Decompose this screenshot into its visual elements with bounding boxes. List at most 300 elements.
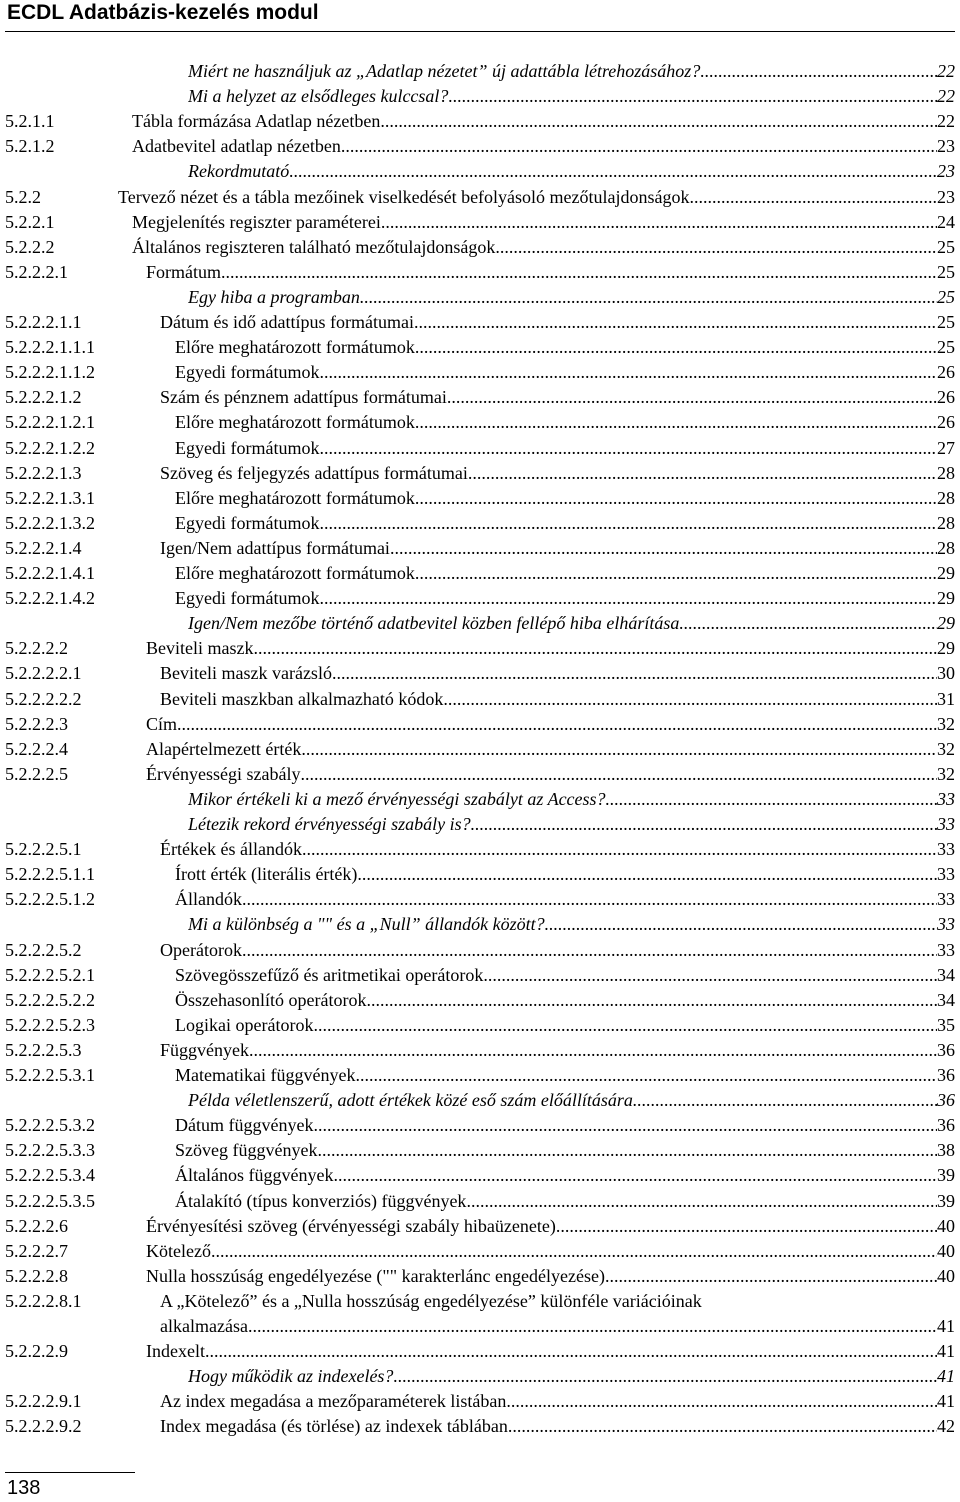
- toc-number: 5.2.2.2.5.3.5: [5, 1190, 95, 1211]
- toc-entry-line: [160, 687, 955, 711]
- toc-entry-5-2-2-2-2[interactable]: [0, 636, 955, 660]
- toc-dot-leader: [211, 1239, 937, 1263]
- toc-number: 5.2.2.2.1.4.1: [5, 563, 95, 583]
- toc-dot-leader: [380, 109, 937, 133]
- toc-page-number: 38: [937, 1140, 955, 1161]
- toc-title: A „Kötelező” és a „Nulla hosszúság engedélyezése” különféle variációinak: [160, 1290, 702, 1311]
- toc-page-number: 36: [937, 1065, 955, 1085]
- toc-entry-5-2-2-1[interactable]: [0, 210, 955, 234]
- toc-title: Index megadása (és törlése) az indexek táblában: [160, 1416, 508, 1437]
- toc-title: Tábla formázása Adatlap nézetben: [132, 111, 381, 132]
- toc-entry-line: [175, 963, 955, 987]
- toc-dot-leader: [317, 1138, 937, 1162]
- toc-title: Beviteli maszkban alkalmazható kódok: [160, 688, 444, 709]
- toc-page-number: 41: [937, 1391, 955, 1412]
- toc-entry-line: [175, 1138, 955, 1162]
- toc-number: 5.2.2.2.1.4: [5, 537, 82, 558]
- toc-title: Előre meghatározott formátumok: [175, 337, 415, 358]
- toc-entry-line: [160, 310, 955, 334]
- toc-entry-line: [160, 1389, 955, 1413]
- toc-entry[interactable]: [0, 1364, 955, 1388]
- toc-number: 5.2.2.2.1: [5, 261, 68, 282]
- toc-entry-line: [175, 1189, 955, 1213]
- toc-dot-leader: [381, 210, 937, 234]
- toc-entry-line: [132, 134, 955, 158]
- toc-dot-leader: [556, 1214, 937, 1238]
- toc-entry-5-2-2-2-5-1-1[interactable]: [0, 862, 955, 886]
- toc-page-number: 32: [937, 713, 955, 734]
- toc-page-number: 29: [937, 563, 955, 583]
- toc-number: 5.2.2.2.5.3: [5, 1039, 82, 1060]
- toc-entry[interactable]: [0, 912, 955, 936]
- toc-entry-line: [146, 1214, 955, 1238]
- toc-entry-5-2-2-2-5-3[interactable]: [0, 1038, 955, 1062]
- toc-title: Logikai operátorok: [175, 1014, 314, 1035]
- toc-entry-line: [175, 862, 955, 886]
- toc-dot-leader: [333, 1163, 937, 1187]
- page-number: 138: [7, 1477, 41, 1499]
- toc-entry-5-2-2-2-5-3-5[interactable]: [0, 1189, 955, 1213]
- toc-entry-5-2-2-2-2-1[interactable]: [0, 661, 955, 685]
- toc-entry[interactable]: [0, 285, 955, 309]
- toc-page-number: 23: [937, 161, 955, 182]
- toc-page-number: 40: [937, 1265, 955, 1286]
- toc-dot-leader: [468, 461, 937, 485]
- toc-title: Adatbevitel adatlap nézetben: [132, 136, 341, 157]
- toc-dot-leader: [415, 486, 937, 510]
- toc-title: Miért ne használjuk az „Adatlap nézetet” új adattábla létrehozásához?: [188, 61, 701, 81]
- toc-dot-leader: [679, 611, 937, 635]
- toc-entry[interactable]: [0, 787, 955, 811]
- toc-entry-5-2-2-2-6[interactable]: [0, 1214, 955, 1238]
- toc-entry-line: [175, 561, 955, 585]
- toc-dot-leader: [242, 887, 937, 911]
- toc-entry-line: [146, 712, 955, 736]
- toc-dot-leader: [355, 1063, 937, 1087]
- toc-title: Összehasonlító operátorok: [175, 989, 367, 1010]
- toc-entry-line: [175, 988, 955, 1012]
- toc-entry-line: [160, 1314, 955, 1338]
- toc-entry-line: [132, 235, 955, 259]
- toc-entry-5-2-2-2-5-2-1[interactable]: [0, 963, 955, 987]
- toc-page-number: 27: [937, 437, 955, 458]
- toc-entry-5-2-2-2-5-1[interactable]: [0, 837, 955, 861]
- toc-number: 5.2.2.2.5.2.1: [5, 964, 95, 985]
- toc-dot-leader: [313, 1013, 937, 1037]
- toc-title: Az index megadása a mezőparaméterek listában: [160, 1391, 507, 1412]
- toc-entry-5-2-2-2-5-2[interactable]: [0, 938, 955, 962]
- toc-title: Írott érték (literális érték): [175, 864, 358, 885]
- toc-title: Igen/Nem adattípus formátumai: [160, 537, 390, 558]
- toc-title: Szövegösszefűző és aritmetikai operátorok: [175, 964, 484, 985]
- toc-page-number: 25: [937, 236, 955, 257]
- toc-number: 5.2.2.2.2: [5, 638, 68, 659]
- toc-title: Állandók: [175, 889, 242, 910]
- toc-page-number: 22: [937, 61, 955, 81]
- toc-dot-leader: [508, 1414, 937, 1438]
- toc-entry-line: [175, 360, 955, 384]
- toc-number: 5.2.2.2.9.2: [5, 1416, 82, 1437]
- toc-entry-line: [146, 1264, 955, 1288]
- toc-dot-leader: [248, 1314, 937, 1338]
- toc-title: Egyedi formátumok: [175, 362, 320, 383]
- toc-page-number: 41: [937, 1316, 955, 1336]
- toc-entry-line: [160, 661, 955, 685]
- toc-entry-5-2-2-2-8-1[interactable]: [0, 1289, 955, 1313]
- toc-title: Érvényességi szabály: [146, 763, 301, 784]
- toc-title: Megjelenítés regiszter paraméterei: [132, 211, 381, 232]
- toc-entry-5-2-2-2-5-3-1[interactable]: [0, 1063, 955, 1087]
- toc-entry-line: [175, 1063, 955, 1087]
- toc-number: 5.2.2.2.2.2: [5, 688, 82, 709]
- toc-title: Példa véletlenszerű, adott értékek közé eső szám előállítására: [188, 1090, 633, 1111]
- toc-entry-line: [188, 787, 955, 811]
- toc-dot-leader: [205, 1339, 937, 1363]
- toc-number: 5.2.2: [5, 186, 41, 207]
- toc-page-number: 25: [937, 312, 955, 332]
- toc-entry-line: [160, 536, 955, 560]
- toc-page-number: 24: [937, 211, 955, 232]
- toc-entry-5-2-2-2-9-2[interactable]: [0, 1414, 955, 1438]
- toc-entry-5-2-2-2-9[interactable]: [0, 1339, 955, 1363]
- toc-title: Nulla hosszúság engedélyezése ("" karakterlánc engedélyezése): [146, 1265, 605, 1286]
- toc-page-number: 32: [937, 738, 955, 759]
- toc-title: Tervező nézet és a tábla mezőinek viselkedését befolyásoló mezőtulajdonságok: [118, 186, 690, 207]
- toc-page-number: 32: [937, 763, 955, 784]
- toc-entry-5-2-2-2-5-2-2[interactable]: [0, 988, 955, 1012]
- toc-dot-leader: [302, 837, 937, 861]
- toc-page-number: 25: [937, 286, 955, 307]
- toc-dot-leader: [221, 260, 937, 284]
- toc-page-number: 40: [937, 1240, 955, 1261]
- toc-entry-line: [132, 109, 955, 133]
- toc-page-number: 39: [937, 1165, 955, 1186]
- toc-number: 5.2.2.2.1.3: [5, 462, 82, 483]
- toc-number: 5.2.2.2.5.1.1: [5, 864, 95, 885]
- toc-number: 5.2.2.2.7: [5, 1240, 68, 1261]
- toc-entry[interactable]: [0, 84, 955, 108]
- toc-entry-5-2-2-2-1-1-1[interactable]: [0, 335, 955, 359]
- toc-dot-leader: [447, 385, 937, 409]
- toc-dot-leader: [390, 536, 937, 560]
- toc-dot-leader: [443, 687, 937, 711]
- toc-dot-leader: [415, 335, 937, 359]
- toc-page-number: 26: [937, 412, 955, 433]
- toc-title: Hogy működik az indexelés?: [188, 1366, 394, 1387]
- toc-entry-line: [146, 762, 955, 786]
- toc-title: Operátorok: [160, 939, 242, 960]
- toc-number: 5.2.2.2.6: [5, 1215, 68, 1236]
- toc-title: Szöveg és feljegyzés adattípus formátumai: [160, 462, 468, 483]
- toc-entry-5-2-2-2-5[interactable]: [0, 762, 955, 786]
- toc-page-number: 36: [937, 1090, 955, 1111]
- toc-page-number: 28: [937, 512, 955, 533]
- toc-entry-5-2-2-2-1-2-1[interactable]: [0, 410, 955, 434]
- toc-number: 5.2.2.2.1.3.2: [5, 512, 95, 533]
- toc-dot-leader: [495, 235, 937, 259]
- toc-dot-leader: [700, 59, 937, 83]
- toc-title: Matematikai függvények: [175, 1065, 356, 1085]
- toc-number: 5.2.2.2.5.3.4: [5, 1165, 95, 1186]
- toc-page-number: 25: [937, 337, 955, 358]
- toc-page-number: 23: [937, 136, 955, 157]
- toc-number: 5.2.2.1: [5, 211, 55, 232]
- toc-page-number: 31: [937, 688, 955, 709]
- toc-entry[interactable]: [0, 1314, 955, 1338]
- toc-page-number: 28: [937, 487, 955, 508]
- toc-entry-line: [132, 210, 955, 234]
- toc-dot-leader: [300, 762, 937, 786]
- table-of-contents: [0, 59, 960, 1439]
- toc-dot-leader: [448, 84, 937, 108]
- toc-entry-line: [188, 285, 955, 309]
- toc-entry-5-2-2-2-3[interactable]: [0, 712, 955, 736]
- toc-number: 5.2.2.2.1.1: [5, 312, 82, 332]
- toc-entry-5-2-1-2[interactable]: [0, 134, 955, 158]
- toc-title: Kötelező: [146, 1240, 211, 1261]
- toc-entry-5-2-2-2-8[interactable]: [0, 1264, 955, 1288]
- toc-page-number: 34: [937, 964, 955, 985]
- toc-entry[interactable]: [0, 159, 955, 183]
- toc-title: Formátum: [146, 261, 221, 282]
- toc-entry-5-2-2-2-1-1[interactable]: [0, 310, 955, 334]
- toc-number: 5.2.2.2.9: [5, 1341, 68, 1362]
- toc-entry-5-2-2-2-5-1-2[interactable]: [0, 887, 955, 911]
- toc-page-number: 39: [937, 1190, 955, 1211]
- toc-entry-5-2-2-2-1-2[interactable]: [0, 385, 955, 409]
- toc-page-number: 33: [937, 889, 955, 910]
- toc-entry-5-2-2-2-9-1[interactable]: [0, 1389, 955, 1413]
- toc-dot-leader: [249, 1038, 937, 1062]
- toc-entry-line: [175, 511, 955, 535]
- toc-entry-5-2-2-2-4[interactable]: [0, 737, 955, 761]
- toc-dot-leader: [690, 185, 937, 209]
- toc-entry-line: [188, 611, 955, 635]
- toc-entry-5-2-2-2-1-4-1[interactable]: [0, 561, 955, 585]
- toc-entry[interactable]: [0, 611, 955, 635]
- toc-title: Általános függvények: [175, 1165, 334, 1186]
- toc-entry-line: [146, 737, 955, 761]
- toc-page-number: 22: [937, 86, 955, 107]
- toc-dot-leader: [415, 561, 937, 585]
- toc-number: 5.2.1.1: [5, 111, 55, 132]
- toc-dot-leader: [242, 938, 937, 962]
- toc-dot-leader: [471, 812, 937, 836]
- toc-title: Átalakító (típus konverziós) függvények: [175, 1190, 467, 1211]
- toc-title: Előre meghatározott formátumok: [175, 412, 415, 433]
- toc-number: 5.2.2.2.5.1: [5, 839, 82, 860]
- toc-title: Rekordmutató: [188, 161, 290, 182]
- toc-page-number: 29: [937, 638, 955, 659]
- toc-dot-leader: [319, 360, 937, 384]
- toc-entry[interactable]: [0, 812, 955, 836]
- toc-title: Előre meghatározott formátumok: [175, 563, 415, 583]
- toc-entry-5-2-2-2-1[interactable]: [0, 260, 955, 284]
- toc-page-number: 33: [937, 939, 955, 960]
- toc-page-number: 33: [937, 788, 955, 809]
- toc-title: Dátum függvények: [175, 1115, 314, 1136]
- toc-page-number: 34: [937, 989, 955, 1010]
- toc-number: 5.2.2.2.3: [5, 713, 68, 734]
- toc-title: Dátum és idő adattípus formátumai: [160, 312, 414, 332]
- toc-page-number: 26: [937, 362, 955, 383]
- toc-title: Cím: [146, 713, 178, 734]
- toc-dot-leader: [393, 1364, 937, 1388]
- toc-page-number: 22: [937, 111, 955, 132]
- toc-entry-line: [160, 461, 955, 485]
- toc-entry-line: [160, 1414, 955, 1438]
- toc-dot-leader: [289, 159, 937, 183]
- toc-number: 5.2.2.2.5.2.3: [5, 1014, 95, 1035]
- toc-title: Beviteli maszk varázsló: [160, 663, 332, 684]
- toc-number: 5.2.2.2.8.1: [5, 1290, 82, 1311]
- toc-entry-line: [175, 1163, 955, 1187]
- toc-title: Igen/Nem mezőbe történő adatbevitel közben fellépő hiba elhárítása: [188, 613, 680, 634]
- toc-entry-5-2-2-2-1-3-2[interactable]: [0, 511, 955, 535]
- toc-page-number: 28: [937, 462, 955, 483]
- toc-page-number: 33: [937, 864, 955, 885]
- toc-entry-line: [188, 59, 955, 83]
- toc-page-number: 42: [937, 1416, 955, 1437]
- toc-page-number: 33: [937, 814, 955, 834]
- toc-number: 5.2.2.2.5.2.2: [5, 989, 95, 1010]
- toc-page-number: 29: [937, 613, 955, 634]
- toc-entry-5-2-2-2-5-3-2[interactable]: [0, 1113, 955, 1137]
- toc-dot-leader: [483, 963, 937, 987]
- toc-dot-leader: [360, 285, 937, 309]
- toc-entry-5-2-2-2-7[interactable]: [0, 1239, 955, 1263]
- toc-dot-leader: [366, 988, 937, 1012]
- toc-entry-line: [118, 185, 955, 209]
- toc-page-number: 36: [937, 1115, 955, 1136]
- toc-number: 5.2.2.2.9.1: [5, 1391, 82, 1412]
- toc-number: 5.2.2.2.5: [5, 763, 68, 784]
- toc-dot-leader: [606, 787, 937, 811]
- toc-page-number: 41: [937, 1366, 955, 1387]
- toc-page-number: 36: [937, 1039, 955, 1060]
- toc-entry[interactable]: [0, 59, 955, 83]
- toc-entry-5-2-2-2-2-2[interactable]: [0, 687, 955, 711]
- toc-title: Szöveg függvények: [175, 1140, 318, 1161]
- toc-entry-line: [146, 1239, 955, 1263]
- toc-entry[interactable]: [0, 1088, 955, 1112]
- toc-entry-5-2-2-2-5-3-4[interactable]: [0, 1163, 955, 1187]
- toc-title: Egy hiba a programban: [188, 286, 360, 307]
- toc-dot-leader: [177, 712, 937, 736]
- toc-title: Függvények: [160, 1039, 249, 1060]
- toc-page-number: 40: [937, 1215, 955, 1236]
- toc-title: Szám és pénznem adattípus formátumai: [160, 387, 447, 408]
- toc-title: Egyedi formátumok: [175, 588, 320, 609]
- toc-entry-line: [175, 410, 955, 434]
- toc-page-number: 35: [937, 1014, 955, 1035]
- toc-title: Létezik rekord érvényességi szabály is?: [188, 814, 471, 834]
- toc-dot-leader: [633, 1088, 937, 1112]
- toc-title: Általános regiszteren található mezőtulajdonságok: [132, 236, 496, 257]
- toc-title: Értékek és állandók: [160, 839, 302, 860]
- toc-entry-line: [188, 912, 955, 936]
- toc-dot-leader: [301, 737, 937, 761]
- toc-entry-line: [175, 586, 955, 610]
- toc-entry-5-2-2[interactable]: [0, 185, 955, 209]
- toc-entry-5-2-1-1[interactable]: [0, 109, 955, 133]
- toc-page-number: 41: [937, 1341, 955, 1362]
- toc-entry-line: [188, 812, 955, 836]
- toc-dot-leader: [319, 511, 937, 535]
- toc-title: Alapértelmezett érték: [146, 738, 302, 759]
- toc-entry-line: [175, 887, 955, 911]
- toc-page-number: 25: [937, 261, 955, 282]
- toc-entry-line: [188, 84, 955, 108]
- toc-title: Egyedi formátumok: [175, 512, 320, 533]
- toc-entry-5-2-2-2[interactable]: [0, 235, 955, 259]
- toc-number: 5.2.2.2.8: [5, 1265, 68, 1286]
- page-footer: [5, 1472, 135, 1502]
- toc-number: 5.2.2.2.2.1: [5, 663, 82, 684]
- toc-entry-5-2-2-2-5-3-3[interactable]: [0, 1138, 955, 1162]
- toc-entry-5-2-2-2-5-2-3[interactable]: [0, 1013, 955, 1037]
- toc-title: Egyedi formátumok: [175, 437, 320, 458]
- toc-entry-line: [160, 1038, 955, 1062]
- toc-dot-leader: [253, 636, 937, 660]
- toc-title: alkalmazása: [160, 1316, 248, 1336]
- toc-number: 5.2.2.2.1.3.1: [5, 487, 95, 508]
- toc-entry-5-2-2-2-1-4-2[interactable]: [0, 586, 955, 610]
- toc-entry-line: [160, 1289, 955, 1313]
- toc-number: 5.2.2.2.5.1.2: [5, 889, 95, 910]
- toc-page-number: 29: [937, 588, 955, 609]
- toc-number: 5.2.2.2.1.1.2: [5, 362, 95, 383]
- toc-entry-5-2-2-2-1-3-1[interactable]: [0, 486, 955, 510]
- toc-page-number: 26: [937, 387, 955, 408]
- toc-number: 5.2.2.2.5.2: [5, 939, 82, 960]
- toc-dot-leader: [341, 134, 937, 158]
- toc-number: 5.2.2.2.4: [5, 738, 68, 759]
- toc-entry-5-2-2-2-1-3[interactable]: [0, 461, 955, 485]
- toc-entry-5-2-2-2-1-1-2[interactable]: [0, 360, 955, 384]
- toc-dot-leader: [414, 310, 937, 334]
- toc-entry-line: [175, 486, 955, 510]
- toc-dot-leader: [313, 1113, 937, 1137]
- toc-entry-line: [160, 385, 955, 409]
- toc-dot-leader: [466, 1189, 937, 1213]
- toc-page-number: 33: [937, 914, 955, 935]
- toc-entry-line: [188, 1364, 955, 1388]
- toc-title: Mi a helyzet az elsődleges kulccsal?: [188, 86, 449, 107]
- toc-title: Mikor értékeli ki a mező érvényességi szabályt az Access?: [188, 788, 606, 809]
- toc-entry-line: [175, 1113, 955, 1137]
- toc-page-number: 33: [937, 839, 955, 860]
- toc-entry-line: [160, 938, 955, 962]
- toc-entry-line: [175, 335, 955, 359]
- toc-title: Beviteli maszk: [146, 638, 254, 659]
- toc-dot-leader: [319, 436, 937, 460]
- toc-entry-line: [188, 159, 955, 183]
- toc-number: 5.2.2.2: [5, 236, 55, 257]
- toc-page-number: 30: [937, 663, 955, 684]
- header-title: ECDL Adatbázis-kezelés modul: [7, 1, 319, 24]
- toc-number: 5.2.2.2.5.3.1: [5, 1065, 95, 1085]
- toc-entry-line: [188, 1088, 955, 1112]
- toc-dot-leader: [605, 1264, 937, 1288]
- toc-entry-5-2-2-2-1-4[interactable]: [0, 536, 955, 560]
- toc-page-number: 23: [937, 186, 955, 207]
- toc-dot-leader: [332, 661, 937, 685]
- toc-entry-5-2-2-2-1-2-2[interactable]: [0, 436, 955, 460]
- toc-entry-line: [146, 636, 955, 660]
- toc-dot-leader: [319, 586, 937, 610]
- toc-title: Érvényesítési szöveg (érvényességi szabály hibaüzenete): [146, 1215, 556, 1236]
